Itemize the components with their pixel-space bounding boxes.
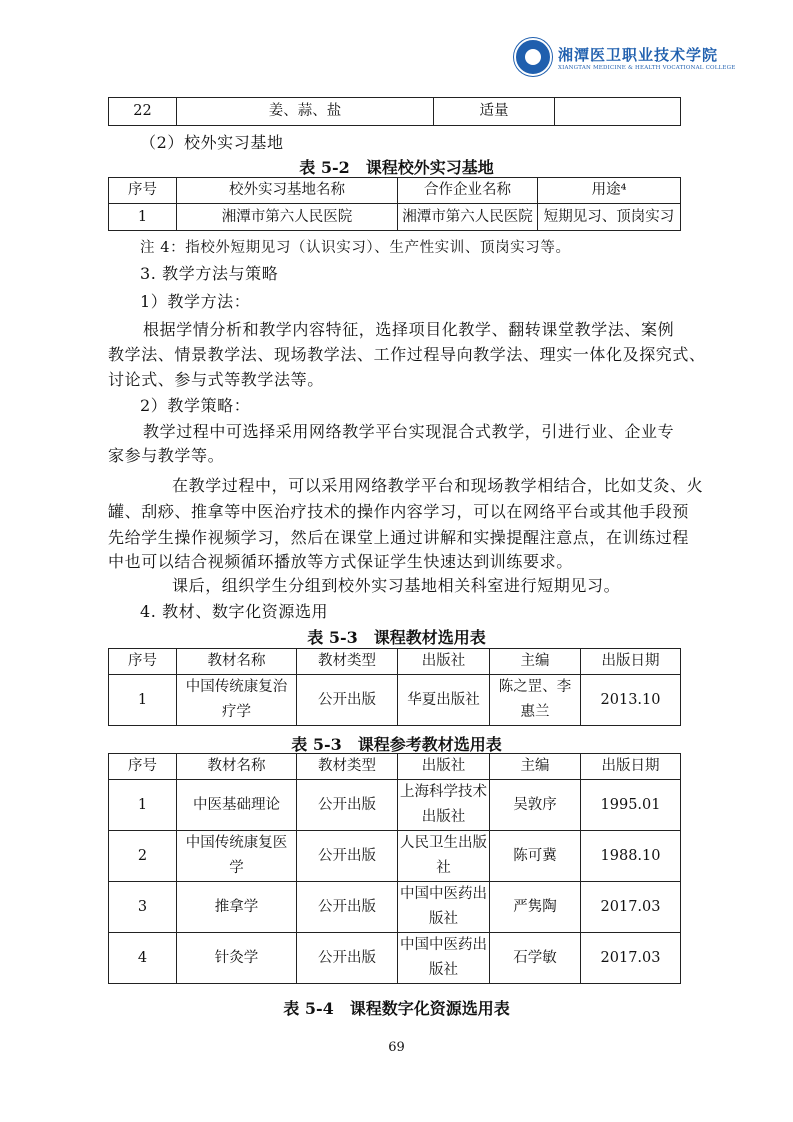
table-cell: 上海科学技术出版社 xyxy=(398,780,490,831)
table-caption: 表 5-3 课程教材选用表 xyxy=(307,628,486,647)
heading: 4. 教材、数字化资源选用 xyxy=(140,602,329,621)
table-cell: 2 xyxy=(109,831,177,882)
table-header-cell: 主编 xyxy=(490,649,581,675)
table-cell: 陈可冀 xyxy=(490,831,581,882)
paragraph-line: 教学过程中可选择采用网络教学平台实现混合式教学，引进行业、企业专 xyxy=(143,422,675,441)
table-cell: 中国传统康复治疗学 xyxy=(177,675,297,726)
table-cell: 华夏出版社 xyxy=(398,675,490,726)
paragraph-line: 先给学生操作视频学习，然后在课堂上通过讲解和实操提醒注意点，在训练过程 xyxy=(108,528,690,547)
table-cell: 公开出版 xyxy=(297,831,398,882)
table-row xyxy=(109,675,681,726)
table-cell: 人民卫生出版社 xyxy=(398,831,490,882)
table-5-3-textbooks xyxy=(108,648,681,726)
table-cell: 湘潭市第六人民医院 xyxy=(398,204,538,231)
table-cell: 推拿学 xyxy=(177,882,297,933)
table-cell: 2017.03 xyxy=(581,882,681,933)
note: 注 4：指校外短期见习（认识实习）、生产性实训、顶岗实习等。 xyxy=(140,240,571,256)
table-header-cell: 教材类型 xyxy=(297,649,398,675)
table-header-row xyxy=(109,178,681,204)
table-header-cell: 教材名称 xyxy=(177,649,297,675)
table-cell: 1988.10 xyxy=(581,831,681,882)
table-header-cell: 出版日期 xyxy=(581,754,681,780)
table-header-cell: 出版社 xyxy=(398,649,490,675)
logo-chinese-name: 湘潭医卫职业技术学院 xyxy=(558,45,719,64)
table-cell: 1995.01 xyxy=(581,780,681,831)
table-cell: 公开出版 xyxy=(297,780,398,831)
table-cell: 适量 xyxy=(434,98,555,126)
table-cell: 2017.03 xyxy=(581,933,681,984)
college-seal-icon xyxy=(514,38,552,76)
table-header-cell: 教材名称 xyxy=(177,754,297,780)
table-header-cell: 用途⁴ xyxy=(538,178,681,204)
table-header-row xyxy=(109,754,681,780)
table-caption: 表 5-4 课程数字化资源选用表 xyxy=(283,999,510,1018)
paragraph-line: 家参与教学等。 xyxy=(108,446,225,465)
table-cell: 公开出版 xyxy=(297,933,398,984)
table-header-cell: 合作企业名称 xyxy=(398,178,538,204)
section-heading: （2）校外实习基地 xyxy=(140,133,284,152)
table-5-2 xyxy=(108,177,681,231)
table-cell: 严隽陶 xyxy=(490,882,581,933)
logo-english-name: XIANGTAN MEDICINE & HEALTH VOCATIONAL COLLEGE xyxy=(558,64,736,71)
table-header-cell: 出版日期 xyxy=(581,649,681,675)
table-header-cell: 教材类型 xyxy=(297,754,398,780)
table-cell: 湘潭市第六人民医院 xyxy=(177,204,398,231)
table-cell: 针灸学 xyxy=(177,933,297,984)
table-row xyxy=(109,204,681,231)
table-cell: 4 xyxy=(109,933,177,984)
table-row xyxy=(109,780,681,831)
table-header-cell: 出版社 xyxy=(398,754,490,780)
table-header-cell: 序号 xyxy=(109,178,177,204)
table-row xyxy=(109,831,681,882)
table-continued xyxy=(108,97,681,126)
heading: 3. 教学方法与策略 xyxy=(140,264,279,283)
paragraph-line: 讨论式、参与式等教学法等。 xyxy=(108,370,324,389)
table-header-cell: 主编 xyxy=(490,754,581,780)
table-header-row xyxy=(109,649,681,675)
table-cell: 短期见习、顶岗实习 xyxy=(538,204,681,231)
table-cell: 公开出版 xyxy=(297,675,398,726)
table-cell: 1 xyxy=(109,675,177,726)
table-cell: 中国中医药出版社 xyxy=(398,882,490,933)
table-cell: 1 xyxy=(109,204,177,231)
table-header-cell: 校外实习基地名称 xyxy=(177,178,398,204)
paragraph-line: 罐、刮痧、推拿等中医治疗技术的操作内容学习，可以在网络平台或其他手段预 xyxy=(108,502,690,521)
table-row xyxy=(109,98,681,126)
table-cell: 中国传统康复医学 xyxy=(177,831,297,882)
table-row xyxy=(109,933,681,984)
paragraph-line: 中也可以结合视频循环播放等方式保证学生快速达到训练要求。 xyxy=(108,552,573,571)
table-caption: 表 5-2 课程校外实习基地 xyxy=(299,158,494,177)
subheading: 1）教学方法： xyxy=(140,292,251,311)
table-cell: 石学敏 xyxy=(490,933,581,984)
college-logo xyxy=(514,38,735,76)
table-cell: 1 xyxy=(109,780,177,831)
table-cell: 2013.10 xyxy=(581,675,681,726)
table-cell: 中医基础理论 xyxy=(177,780,297,831)
paragraph-line: 课后，组织学生分组到校外实习基地相关科室进行短期见习。 xyxy=(172,576,621,595)
table-cell xyxy=(555,98,681,126)
table-cell: 陈之罡、李惠兰 xyxy=(490,675,581,726)
table-5-3-reference-textbooks xyxy=(108,753,681,984)
table-cell: 22 xyxy=(109,98,177,126)
paragraph-line: 教学法、情景教学法、现场教学法、工作过程导向教学法、理实一体化及探究式、 xyxy=(108,345,706,364)
table-header-cell: 序号 xyxy=(109,754,177,780)
table-header-cell: 序号 xyxy=(109,649,177,675)
table-caption: 表 5-3 课程参考教材选用表 xyxy=(291,735,502,754)
paragraph-line: 根据学情分析和教学内容特征，选择项目化教学、翻转课堂教学法、案例 xyxy=(143,320,675,339)
table-cell: 吴敦序 xyxy=(490,780,581,831)
table-cell: 姜、蒜、盐 xyxy=(177,98,434,126)
table-cell: 3 xyxy=(109,882,177,933)
table-cell: 公开出版 xyxy=(297,882,398,933)
page-number: 69 xyxy=(388,1040,405,1055)
table-cell: 中国中医药出版社 xyxy=(398,933,490,984)
paragraph-line: 在教学过程中，可以采用网络教学平台和现场教学相结合，比如艾灸、火 xyxy=(172,476,704,495)
table-row xyxy=(109,882,681,933)
subheading: 2）教学策略： xyxy=(140,396,251,415)
